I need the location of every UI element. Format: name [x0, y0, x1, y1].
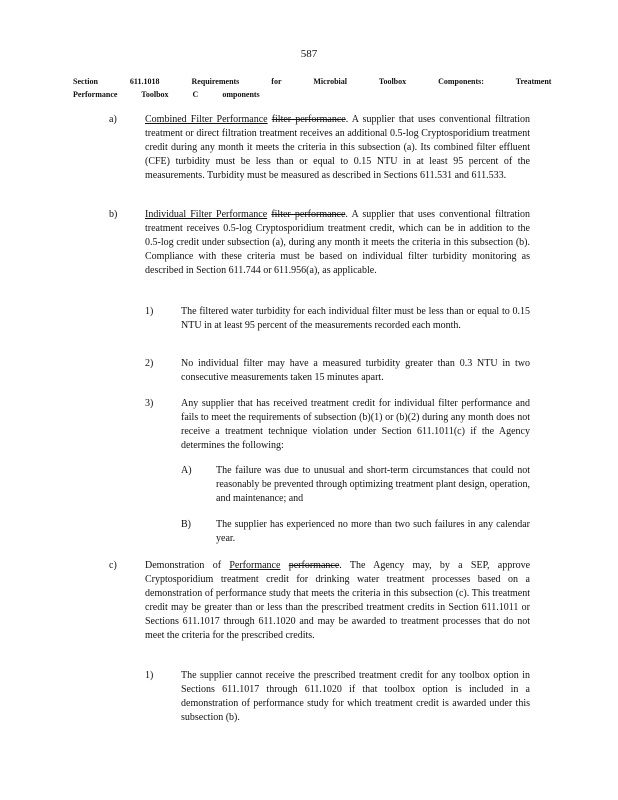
section-heading-line1: Section 611.1018 Requirements for Microbial Toolbox Components: Treatment [73, 77, 552, 86]
item-b-struck-title: filter performance [271, 209, 346, 220]
item-b-label: b) [109, 209, 118, 220]
item-c-title-prefix: Demonstration of [145, 560, 230, 571]
item-b3a-label: A) [181, 465, 192, 476]
item-b3b-label: B) [181, 519, 191, 530]
item-b-paragraph [145, 208, 530, 278]
item-b1-text: The filtered water turbidity for each individual filter must be less than or equal to 0.15 NTU in at least 95 percent of the measurements recorded each month. [181, 306, 530, 331]
item-c1-text: The supplier cannot receive the prescribed treatment credit for any toolbox option in Sections 611.1017 through 611.1020 if that toolbox option is included in a demonstration of performance study for which treatment credit is awarded under this subsection (b). [181, 670, 530, 723]
item-b1-label: 1) [145, 306, 154, 317]
item-c-text: . The Agency may, by a SEP, approve Cryptosporidium treatment credit for drinking water treatment processes based on a demonstration of performance study that meets the criteria in this subsection (c). This treatment credit may be greater than or less than the prescribed treatment credits in Section 611.1011 or Sections 611.1017 through 611.1020 and may be awarded to treatment processes that do not meet the criteria for the prescribed credits. [145, 560, 531, 641]
item-b-title: Individual Filter Performance [145, 209, 268, 220]
item-b3b-text: The supplier has experienced no more than two such failures in any calendar year. [216, 519, 530, 544]
item-a-text: . A supplier that uses conventional filtration treatment or direct filtration treatment receives an additional 0.5-log Cryptosporidium treatment credit during any month it meets the criteria in this subsection (a). Its combined filter effluent (CFE) turbidity must be less than or equal to 0.15 NTU in at least 95 percent of the measurements. Turbidity must be measured as described in Sections 611.531 and 611.533. [145, 114, 530, 181]
item-c-label: c) [109, 560, 117, 571]
section-heading-line2: Performance Toolbox C omponents [73, 90, 260, 99]
item-a-paragraph [145, 113, 530, 183]
item-b-text: . A supplier that uses conventional filtration treatment receives 0.5-log Cryptosporidium treatment credit, which can be in addition to the 0.5-log credit under subsection (a), during any month it meets the criteria in this subsection (b). Compliance with these criteria must be based on individual filter turbidity monitoring as described in Section 611.744 or 611.956(a), as applicable. [145, 209, 530, 276]
item-a-label: a) [109, 114, 117, 125]
item-b2-text: No individual filter may have a measured turbidity greater than 0.3 NTU in two consecutive measurements taken 15 minutes apart. [181, 358, 530, 383]
item-c-title: Performance [229, 560, 281, 571]
item-a-title: Combined Filter Performance [145, 114, 268, 125]
page-number: 587 [300, 48, 318, 60]
item-c-struck-title: performance [288, 560, 340, 571]
item-c-paragraph [145, 559, 530, 643]
item-c1-label: 1) [145, 670, 154, 681]
item-b3-label: 3) [145, 398, 154, 409]
item-b3-text: Any supplier that has received treatment credit for individual filter performance and fails to meet the requirements of subsection (b)(1) or (b)(2) during any month does not receive a treatment technique violation under Section 611.1011(c) if the Agency determines the following: [181, 398, 530, 451]
section-heading [73, 75, 551, 101]
item-b3a-text: The failure was due to unusual and short-term circumstances that could not reasonably be prevented through optimizing treatment plant design, operation, and maintenance; and [216, 465, 530, 504]
item-a-struck-title: filter performance [271, 114, 346, 125]
item-b2-label: 2) [145, 358, 154, 369]
